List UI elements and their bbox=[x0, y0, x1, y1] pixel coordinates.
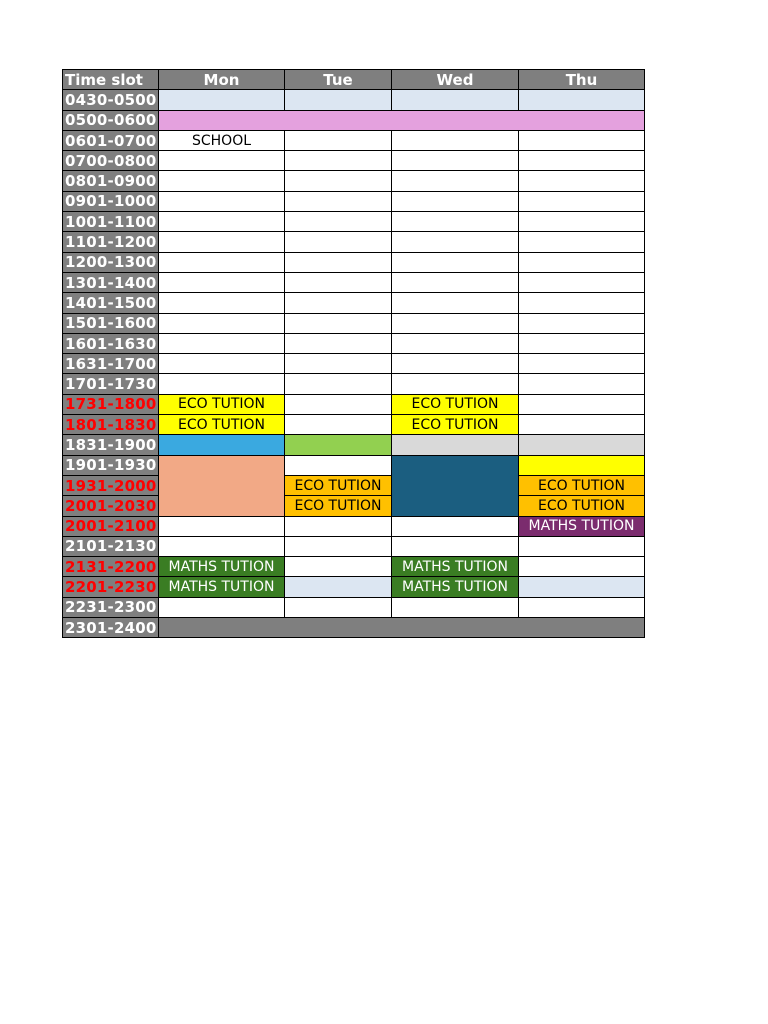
schedule-cell-mon bbox=[159, 151, 285, 171]
schedule-cell-mon: MATHS TUTION bbox=[159, 557, 285, 577]
schedule-cell-thu bbox=[519, 374, 645, 394]
table-row bbox=[63, 354, 645, 374]
schedule-cell-wed bbox=[392, 516, 519, 536]
schedule-cell-thu bbox=[519, 212, 645, 232]
table-row bbox=[63, 597, 645, 617]
schedule-cell-wed bbox=[392, 252, 519, 272]
schedule-cell-tue bbox=[285, 313, 392, 333]
schedule-cell-thu bbox=[519, 435, 645, 455]
schedule-cell-tue bbox=[285, 557, 392, 577]
schedule-cell-tue bbox=[285, 354, 392, 374]
schedule-cell-wed bbox=[392, 597, 519, 617]
time-slot-label: 0700-0800 bbox=[63, 151, 159, 171]
schedule-cell-wed bbox=[392, 232, 519, 252]
day-header-wed: Wed bbox=[392, 70, 519, 90]
schedule-cell-tue bbox=[285, 130, 392, 150]
schedule-cell-mon bbox=[159, 252, 285, 272]
schedule-cell-thu bbox=[519, 577, 645, 597]
schedule-cell-wed bbox=[392, 212, 519, 232]
time-slot-label: 2101-2130 bbox=[63, 536, 159, 556]
schedule-cell-thu bbox=[519, 90, 645, 110]
schedule-cell-thu bbox=[519, 597, 645, 617]
time-slot-label: 1200-1300 bbox=[63, 252, 159, 272]
table-row bbox=[63, 252, 645, 272]
schedule-cell-tue bbox=[285, 394, 392, 414]
time-slot-label: 2001-2030 bbox=[63, 496, 159, 516]
schedule-cell-mon bbox=[159, 191, 285, 211]
schedule-cell-mon bbox=[159, 171, 285, 191]
schedule-cell-thu bbox=[519, 151, 645, 171]
schedule-cell-wed: ECO TUTION bbox=[392, 415, 519, 435]
schedule-cell-mon bbox=[159, 618, 645, 638]
schedule-cell-mon: MATHS TUTION bbox=[159, 577, 285, 597]
table-row bbox=[63, 130, 645, 150]
schedule-cell-wed bbox=[392, 130, 519, 150]
schedule-cell-tue bbox=[285, 435, 392, 455]
timetable-body bbox=[63, 90, 645, 638]
schedule-cell-wed bbox=[392, 272, 519, 292]
table-row bbox=[63, 415, 645, 435]
time-slot-label: 1631-1700 bbox=[63, 354, 159, 374]
schedule-cell-tue bbox=[285, 171, 392, 191]
table-row bbox=[63, 455, 645, 475]
schedule-cell-tue bbox=[285, 536, 392, 556]
schedule-cell-tue bbox=[285, 272, 392, 292]
schedule-cell-mon: SCHOOL bbox=[159, 130, 285, 150]
schedule-cell-mon bbox=[159, 455, 285, 516]
time-slot-label: 0601-0700 bbox=[63, 130, 159, 150]
schedule-cell-thu: ECO TUTION bbox=[519, 496, 645, 516]
table-row bbox=[63, 577, 645, 597]
time-slot-label: 2001-2100 bbox=[63, 516, 159, 536]
day-header-mon: Mon bbox=[159, 70, 285, 90]
table-row bbox=[63, 516, 645, 536]
schedule-cell-thu bbox=[519, 536, 645, 556]
schedule-cell-thu bbox=[519, 130, 645, 150]
schedule-cell-mon bbox=[159, 435, 285, 455]
table-row bbox=[63, 374, 645, 394]
schedule-cell-wed bbox=[392, 293, 519, 313]
time-slot-label: 1831-1900 bbox=[63, 435, 159, 455]
schedule-cell-thu bbox=[519, 333, 645, 353]
table-row bbox=[63, 151, 645, 171]
table-row bbox=[63, 191, 645, 211]
time-slot-label: 1401-1500 bbox=[63, 293, 159, 313]
schedule-cell-thu bbox=[519, 313, 645, 333]
schedule-cell-thu bbox=[519, 455, 645, 475]
table-row bbox=[63, 394, 645, 414]
schedule-cell-tue bbox=[285, 455, 392, 475]
time-slot-label: 2301-2400 bbox=[63, 618, 159, 638]
time-slot-label: 0500-0600 bbox=[63, 110, 159, 130]
time-slot-label: 0430-0500 bbox=[63, 90, 159, 110]
schedule-cell-tue: ECO TUTION bbox=[285, 475, 392, 495]
schedule-cell-mon bbox=[159, 90, 285, 110]
schedule-cell-thu bbox=[519, 252, 645, 272]
schedule-cell-mon bbox=[159, 232, 285, 252]
time-slot-label: 1731-1800 bbox=[63, 394, 159, 414]
schedule-cell-tue bbox=[285, 232, 392, 252]
schedule-cell-mon bbox=[159, 374, 285, 394]
schedule-cell-wed: ECO TUTION bbox=[392, 394, 519, 414]
time-slot-label: 1301-1400 bbox=[63, 272, 159, 292]
schedule-cell-mon bbox=[159, 354, 285, 374]
time-slot-label: 0901-1000 bbox=[63, 191, 159, 211]
schedule-cell-tue bbox=[285, 90, 392, 110]
schedule-cell-mon bbox=[159, 272, 285, 292]
schedule-cell-tue bbox=[285, 333, 392, 353]
schedule-cell-mon bbox=[159, 293, 285, 313]
schedule-cell-thu bbox=[519, 272, 645, 292]
schedule-cell-thu: MATHS TUTION bbox=[519, 516, 645, 536]
table-row bbox=[63, 333, 645, 353]
table-row bbox=[63, 313, 645, 333]
schedule-cell-thu bbox=[519, 354, 645, 374]
table-row bbox=[63, 90, 645, 110]
schedule-cell-wed bbox=[392, 374, 519, 394]
table-row bbox=[63, 171, 645, 191]
schedule-cell-tue bbox=[285, 374, 392, 394]
schedule-cell-mon bbox=[159, 333, 285, 353]
time-slot-label: 0801-0900 bbox=[63, 171, 159, 191]
table-row bbox=[63, 212, 645, 232]
schedule-cell-wed bbox=[392, 536, 519, 556]
schedule-cell-tue bbox=[285, 577, 392, 597]
schedule-cell-tue bbox=[285, 212, 392, 232]
day-header-thu: Thu bbox=[519, 70, 645, 90]
time-slot-label: 1501-1600 bbox=[63, 313, 159, 333]
schedule-cell-tue bbox=[285, 151, 392, 171]
table-row bbox=[63, 232, 645, 252]
schedule-cell-mon bbox=[159, 536, 285, 556]
schedule-cell-wed: MATHS TUTION bbox=[392, 577, 519, 597]
schedule-cell-tue: ECO TUTION bbox=[285, 496, 392, 516]
schedule-cell-thu bbox=[519, 415, 645, 435]
table-row bbox=[63, 618, 645, 638]
schedule-cell-tue bbox=[285, 293, 392, 313]
table-row bbox=[63, 110, 645, 130]
time-slot-label: 2131-2200 bbox=[63, 557, 159, 577]
schedule-cell-tue bbox=[285, 252, 392, 272]
schedule-cell-thu bbox=[519, 191, 645, 211]
table-row bbox=[63, 272, 645, 292]
table-row bbox=[63, 435, 645, 455]
schedule-cell-wed bbox=[392, 455, 519, 516]
schedule-cell-thu: ECO TUTION bbox=[519, 475, 645, 495]
schedule-cell-wed bbox=[392, 313, 519, 333]
schedule-cell-wed bbox=[392, 171, 519, 191]
schedule-cell-mon bbox=[159, 110, 645, 130]
table-row bbox=[63, 475, 645, 495]
schedule-cell-tue bbox=[285, 597, 392, 617]
time-slot-label: 1001-1100 bbox=[63, 212, 159, 232]
time-slot-label: 1601-1630 bbox=[63, 333, 159, 353]
schedule-cell-tue bbox=[285, 415, 392, 435]
schedule-cell-wed bbox=[392, 435, 519, 455]
time-slot-label: 2231-2300 bbox=[63, 597, 159, 617]
schedule-cell-mon: ECO TUTION bbox=[159, 394, 285, 414]
schedule-cell-wed bbox=[392, 333, 519, 353]
schedule-cell-mon bbox=[159, 516, 285, 536]
table-row bbox=[63, 496, 645, 516]
time-slot-label: 1801-1830 bbox=[63, 415, 159, 435]
time-slot-label: 2201-2230 bbox=[63, 577, 159, 597]
schedule-cell-wed: MATHS TUTION bbox=[392, 557, 519, 577]
schedule-cell-tue bbox=[285, 191, 392, 211]
table-row bbox=[63, 557, 645, 577]
time-slot-label: 1901-1930 bbox=[63, 455, 159, 475]
schedule-cell-mon bbox=[159, 313, 285, 333]
table-row bbox=[63, 536, 645, 556]
schedule-cell-thu bbox=[519, 171, 645, 191]
schedule-cell-wed bbox=[392, 90, 519, 110]
schedule-cell-mon bbox=[159, 212, 285, 232]
schedule-cell-thu bbox=[519, 557, 645, 577]
schedule-cell-mon bbox=[159, 597, 285, 617]
schedule-cell-wed bbox=[392, 191, 519, 211]
header-row bbox=[63, 70, 645, 90]
schedule-cell-thu bbox=[519, 293, 645, 313]
timetable bbox=[62, 69, 645, 638]
table-row bbox=[63, 293, 645, 313]
time-slot-label: 1931-2000 bbox=[63, 475, 159, 495]
schedule-cell-tue bbox=[285, 516, 392, 536]
schedule-cell-wed bbox=[392, 354, 519, 374]
time-slot-label: 1701-1730 bbox=[63, 374, 159, 394]
schedule-cell-thu bbox=[519, 232, 645, 252]
schedule-cell-mon: ECO TUTION bbox=[159, 415, 285, 435]
schedule-cell-thu bbox=[519, 394, 645, 414]
day-header-tue: Tue bbox=[285, 70, 392, 90]
time-slot-header: Time slot bbox=[63, 70, 159, 90]
time-slot-label: 1101-1200 bbox=[63, 232, 159, 252]
schedule-cell-wed bbox=[392, 151, 519, 171]
